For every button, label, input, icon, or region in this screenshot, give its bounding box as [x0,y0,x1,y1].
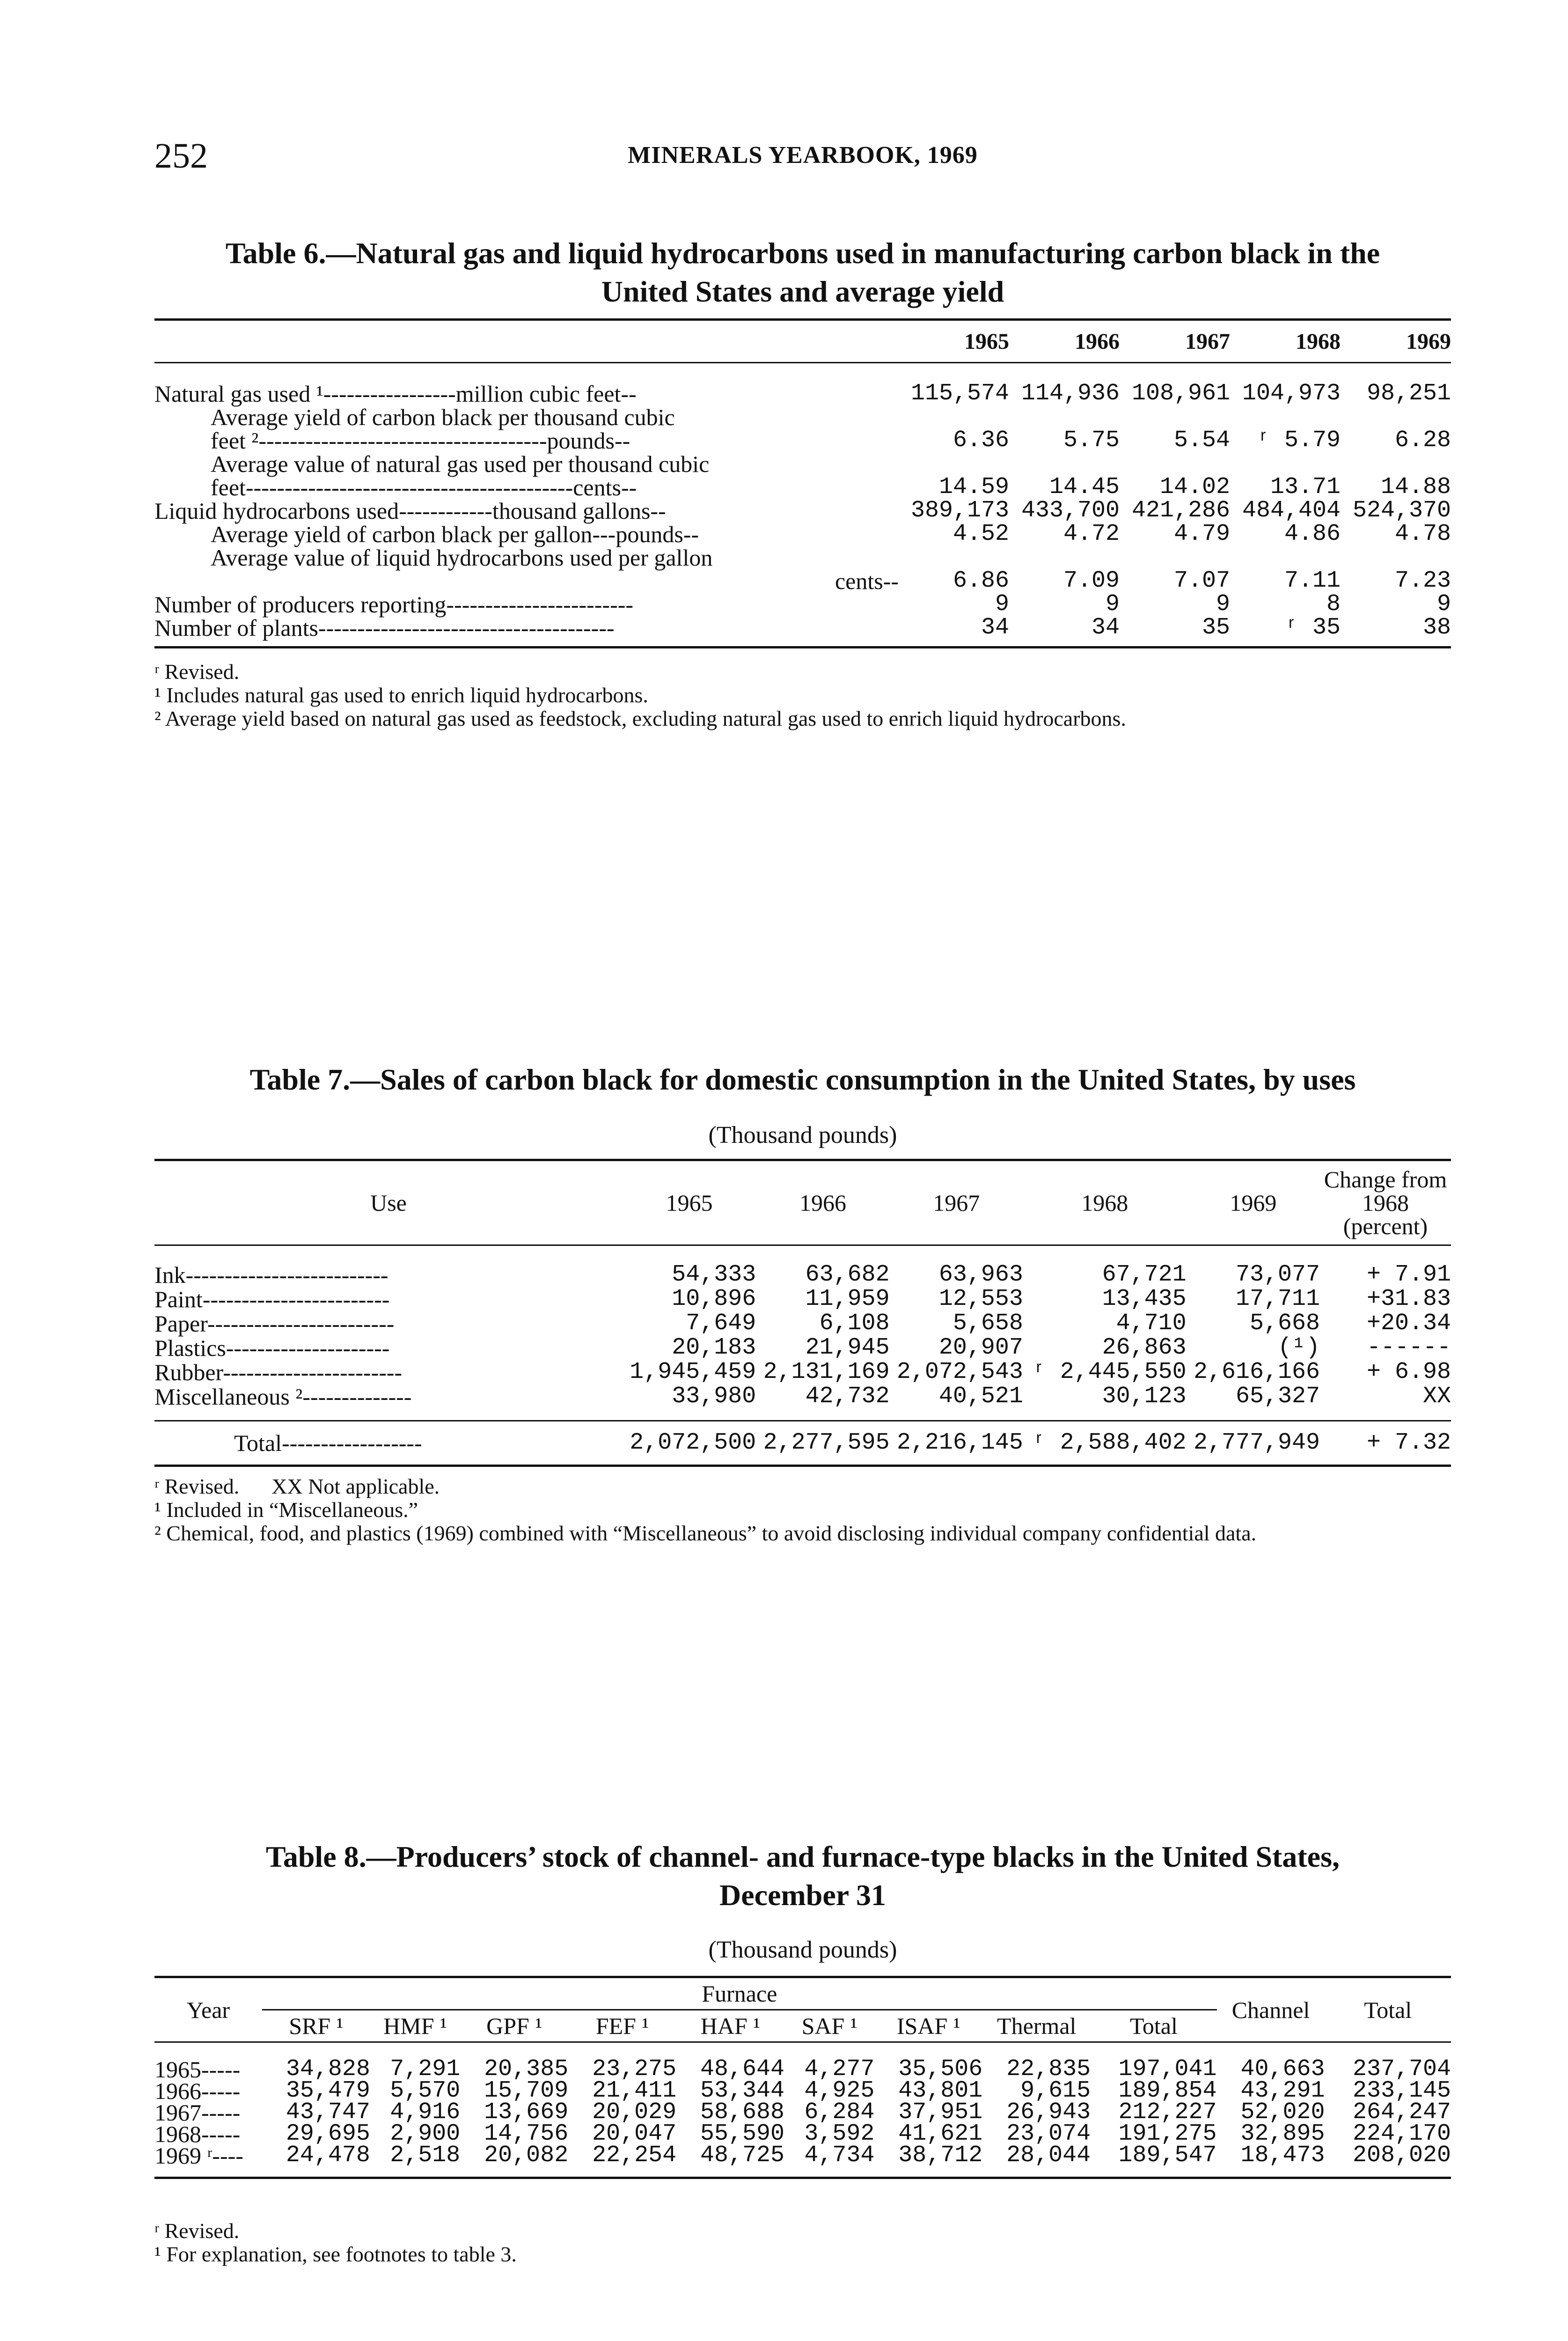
table6-header-year: 1968 [1296,329,1341,354]
table8-row [154,2042,1451,2081]
table8-cell: 2,900 [390,2120,461,2147]
table8-cell: 4,916 [390,2099,461,2126]
table7-cell: 13,435 [1102,1286,1187,1312]
table7-cell: 5,658 [953,1310,1023,1337]
table6-cell: 4.52 [953,521,1009,547]
table6-cell: 9 [1436,591,1451,618]
table8-notes [154,2219,1456,2266]
table7-row [154,1336,1451,1360]
table7-row [154,1245,1451,1288]
table7-row-label: Paint------------------------ [154,1286,390,1312]
table8-cell: 2,518 [390,2142,461,2169]
table6-header-year: 1966 [1075,329,1120,354]
table7-cell: 10,896 [672,1286,756,1312]
table6-cell: 34 [1091,614,1120,641]
table7-row [154,1360,1451,1384]
table8-cell: 37,951 [898,2099,983,2126]
table6-row-label: cents-- [835,568,899,594]
table8-cell: 7,291 [390,2056,461,2083]
table6-cell: 9 [1216,591,1230,618]
table6-cell: 9 [995,591,1009,618]
table8-cell: 23,275 [592,2056,677,2083]
table7-header-year: 1967 [933,1190,980,1216]
table8-cell: 22,254 [592,2142,677,2169]
table6-cell: 14.45 [1049,474,1120,501]
table7-cell: 42,732 [805,1383,890,1410]
table8-header-furnace-col: GPF ¹ [486,2013,542,2039]
table7-total-cell: 2,777,949 [1193,1429,1320,1456]
table8-cell: 29,695 [286,2120,370,2147]
table7-cell: 21,945 [805,1334,890,1361]
table6-cell: 421,286 [1131,497,1230,524]
table6-cell [899,546,1009,569]
table6-title: Table 6.—Natural gas and liquid hydrocarbons used in manufacturing carbon black in the United States and average yield [225,236,1380,308]
table7-cell: XX [1422,1383,1451,1410]
table7-cell: 12,553 [938,1286,1023,1312]
table8-header-furnace-col: HMF ¹ [383,2013,447,2039]
table7-cell: 2,072,543 [896,1359,1023,1385]
table6-row [154,616,1451,648]
table6-row-label: feet ²-------------------------------------pounds-- [211,427,630,454]
table8-title [154,1838,1451,1914]
table6-row [154,523,1451,546]
table6-cell: 114,936 [1021,380,1120,407]
table7-note: ʳ Revised. XX Not applicable. [154,1474,440,1498]
table6-header-row [154,320,1451,363]
table8-cell: 191,275 [1118,2120,1217,2147]
table7-cell: 20,907 [938,1334,1023,1361]
table6-header-year: 1965 [964,329,1009,354]
table6-row-label: Natural gas used ¹-----------------million cubic feet-- [154,381,637,407]
table7-cell: ʳ 2,445,550 [1032,1359,1187,1385]
table8-cell: 28,044 [1006,2142,1091,2169]
table7-row [154,1384,1451,1421]
table6-cell [1230,546,1341,569]
table7-row-label: Miscellaneous ²-------------- [154,1384,412,1410]
table7-cell: 2,131,169 [763,1359,890,1385]
table7-cell: 54,333 [672,1261,756,1288]
table6-row-label: Average yield of carbon black per thousand cubic [211,404,675,430]
table6-cell: 4.79 [1173,521,1230,547]
table6-cell [899,405,1009,429]
table7-cell: 4,710 [1116,1310,1187,1337]
table6 [154,318,1451,648]
table8-cell: 224,170 [1352,2120,1451,2147]
table7-title: Table 7.—Sales of carbon black for domestic consumption in the United States, by uses [249,1063,1356,1096]
table7-cell: 26,863 [1102,1334,1187,1361]
table7-row-label: Paper------------------------ [154,1310,395,1337]
table6-cell: 4.72 [1063,521,1120,547]
table6-row [154,363,1451,406]
table8-header-year: Year [186,1996,230,2023]
table7-cell: 2,616,166 [1193,1359,1320,1385]
table8-cell: 41,621 [898,2120,983,2147]
table8-cell: 34,828 [286,2056,370,2083]
table8-cell: 52,020 [1240,2099,1325,2126]
table6-cell: 7.11 [1284,567,1341,594]
table8-cell: 4,734 [804,2142,875,2169]
table6-cell: 6.36 [953,427,1009,454]
table8-cell: 20,029 [592,2099,677,2126]
page-header [154,136,1451,178]
table6-cell: 484,404 [1242,497,1341,524]
table8-cell: 264,247 [1352,2099,1451,2126]
table7-total-cell: 2,216,145 [896,1429,1023,1456]
table7-note: ² Chemical, food, and plastics (1969) combined with “Miscellaneous” to avoid disclosing individual company confidential data. [154,1521,1257,1545]
table8-cell: 20,082 [484,2142,569,2169]
table7-row [154,1287,1451,1311]
table6-cell: 4.78 [1394,521,1451,547]
table6-row [154,499,1451,523]
table6-cell: 7.07 [1173,567,1230,594]
table6-row-label: feet------------------------------------------cents-- [211,474,637,501]
table7-header-change: Change from 1968 (percent) [1324,1166,1447,1239]
table8-row-year: 1969 ʳ---- [154,2142,243,2169]
table6-cell: 14.88 [1380,474,1451,501]
table6-cell [1341,405,1451,429]
table8-cell: 43,747 [286,2099,370,2126]
running-title: MINERALS YEARBOOK, 1969 [628,142,978,169]
table7-cell: 67,721 [1102,1261,1187,1288]
table8-cell: 21,411 [592,2077,677,2104]
table7-cell: 1,945,459 [630,1359,756,1385]
table7-cell: 73,077 [1235,1261,1320,1288]
table8-cell: 4,277 [804,2056,875,2083]
table8-cell: 48,644 [700,2056,784,2083]
table7-cell: 5,668 [1249,1310,1320,1337]
table6-row-label: Liquid hydrocarbons used------------thousand gallons-- [154,498,666,524]
table7-note: ¹ Included in “Miscellaneous.” [154,1498,418,1522]
table6-note: ² Average yield based on natural gas used as feedstock, excluding natural gas used to enrich liquid hydrocarbons. [154,707,1126,730]
table8-cell: 26,943 [1006,2099,1091,2126]
table8-cell: 6,284 [804,2099,875,2126]
table6-cell: 38 [1422,614,1451,641]
table7-row-label: Plastics--------------------- [154,1335,390,1361]
table8-cell: 53,344 [700,2077,784,2104]
table7-cell: +20.34 [1366,1310,1451,1337]
table6-row [154,429,1451,452]
table8 [154,1976,1451,2179]
table6-cell [1009,546,1120,569]
table6-cell: 13.71 [1270,474,1341,501]
table7-cell: 40,521 [938,1383,1023,1410]
table6-header-blank [154,320,899,363]
table6-notes [154,660,1456,730]
table6-cell: 34 [981,614,1009,641]
table8-header-furnace-col: FEF ¹ [595,2013,649,2039]
table8-header-furnace-col: Total [1129,2013,1178,2039]
table7-total-cell: ʳ 2,588,402 [1032,1429,1187,1456]
table8-cell: 212,227 [1118,2099,1217,2126]
table8-cell: 4,925 [804,2077,875,2104]
table6-cell: 104,973 [1242,380,1341,407]
table8-cell: 189,854 [1118,2077,1217,2104]
table7-cell: 63,963 [938,1261,1023,1288]
table6-cell [1230,452,1341,476]
table6-row-label: Average value of natural gas used per thousand cubic [211,451,710,477]
table8-header-furnace: Furnace [262,1977,1217,2010]
table8-cell: 32,895 [1240,2120,1325,2147]
table8-cell: 58,688 [700,2099,784,2126]
table8-row-year: 1965----- [154,2056,241,2083]
table8-note: ¹ For explanation, see footnotes to table 3. [154,2242,517,2266]
table6-note: ʳ Revised. [154,660,240,684]
table8-header-furnace-col: ISAF ¹ [896,2013,960,2039]
table7-cell: 11,959 [805,1286,890,1312]
table6-row-label: Average yield of carbon black per gallon---pounds-- [211,521,699,547]
table6-row [154,452,1451,476]
table6-note: ¹ Includes natural gas used to enrich liquid hydrocarbons. [154,683,648,707]
table8-header-furnace-col: HAF ¹ [700,2013,761,2039]
table8-row-year: 1966----- [154,2078,241,2104]
table6-cell: 524,370 [1352,497,1451,524]
table8-cell: 48,725 [700,2142,784,2169]
table7-row-label: Rubber----------------------- [154,1359,403,1385]
table6-cell [1120,546,1230,569]
table8-cell: 13,669 [484,2099,569,2126]
table6-cell [1120,452,1230,476]
page-number: 252 [154,136,208,176]
table7-header-year: 1969 [1230,1190,1277,1216]
table7-cell: 33,980 [672,1383,756,1410]
table7-total-cell: 2,072,500 [630,1429,756,1456]
table6-cell: 7.09 [1063,567,1120,594]
table6-cell: 6.86 [953,567,1009,594]
table6-cell [1120,405,1230,429]
table6-cell [1341,452,1451,476]
table7-header-row [154,1160,1451,1245]
table8-cell: 20,047 [592,2120,677,2147]
table7-header-year: 1966 [799,1190,846,1216]
table7-notes [154,1475,1456,1545]
table6-cell: 14.02 [1159,474,1230,501]
table7-cell: 6,108 [819,1310,890,1337]
table8-title-line: Table 8.—Producers’ stock of channel- and furnace-type blacks in the United States, [266,1840,1340,1873]
table6-cell [1230,405,1341,429]
table8-unit: (Thousand pounds) [708,1936,897,1963]
table7-cell: 65,327 [1235,1383,1320,1410]
table7-cell: + 7.91 [1366,1261,1451,1288]
table6-cell: 9 [1105,591,1120,618]
table8-cell: 43,801 [898,2077,983,2104]
table6-cell [1341,546,1451,569]
table6-cell [1009,405,1120,429]
table6-cell: 108,961 [1131,380,1230,407]
table8-cell: 18,473 [1240,2142,1325,2169]
table8-header-furnace-col: SAF ¹ [801,2013,857,2039]
table8-header-channel: Channel [1231,1996,1310,2023]
table8-header-furnace-col: Thermal [997,2013,1077,2039]
table8-cell: 3,592 [804,2120,875,2147]
table8-note: ʳ Revised. [154,2219,240,2243]
table8-header-furnace-col: SRF ¹ [289,2013,344,2039]
table7-total-cell: 2,277,595 [763,1429,890,1456]
table8-cell: 9,615 [1020,2077,1091,2104]
table8-title-line: December 31 [719,1878,886,1912]
table7-cell: 7,649 [686,1310,756,1337]
table6-row-label: Average value of liquid hydrocarbons used per gallon [211,545,713,571]
table8-cell: 55,590 [700,2120,784,2147]
table8-cell: 38,712 [898,2142,983,2169]
table6-cell: 14.59 [938,474,1009,501]
table7-cell: ------ [1366,1334,1451,1361]
table6-cell: 7.23 [1394,567,1451,594]
table6-cell [899,452,1009,476]
table6-cell: 4.86 [1284,521,1341,547]
table8-cell: 23,074 [1006,2120,1091,2147]
table7-header-use: Use [370,1190,407,1216]
table6-cell: 6.28 [1394,427,1451,454]
table7-header-year: 1965 [666,1190,713,1216]
table8-cell: 22,835 [1006,2056,1091,2083]
table7-cell: 20,183 [672,1334,756,1361]
table8-cell: 20,385 [484,2056,569,2083]
table8-row [154,2145,1451,2178]
table6-row [154,593,1451,616]
table8-cell: 233,145 [1352,2077,1451,2104]
table6-header-year: 1969 [1406,329,1451,354]
table8-cell: 197,041 [1118,2056,1217,2083]
table8-cell: 208,020 [1352,2142,1451,2169]
table7-cell: (¹) [1277,1334,1320,1361]
table7-cell: 17,711 [1235,1286,1320,1312]
table6-row [154,476,1451,499]
table7-unit: (Thousand pounds) [708,1122,897,1148]
table6-row [154,569,1451,593]
table8-header-row [154,1977,1451,2010]
table6-cell: 5.75 [1063,427,1120,454]
table8-cell: 14,756 [484,2120,569,2147]
table6-row [154,405,1451,429]
table8-cell: 5,570 [390,2077,461,2104]
table8-row-year: 1968----- [154,2121,241,2147]
table6-cell: ʳ 5.79 [1256,427,1341,454]
table7-row [154,1311,1451,1336]
table6-row [154,546,1451,569]
table7-cell: 63,682 [805,1261,890,1288]
table7-row-label: Ink-------------------------- [154,1262,388,1288]
table6-cell [1009,452,1120,476]
table6-row-label: Number of producers reporting------------------------ [154,591,634,618]
table7-cell: 30,123 [1102,1383,1187,1410]
table8-cell: 24,478 [286,2142,370,2169]
table7-cell: +31.83 [1366,1286,1451,1312]
table7-total-label: Total------------------ [234,1430,422,1456]
table8-header-total: Total [1364,1996,1412,2023]
table8-cell: 189,547 [1118,2142,1217,2169]
table8-cell: 40,663 [1240,2056,1325,2083]
table8-cell: 35,479 [286,2077,370,2104]
table8-cell: 15,709 [484,2077,569,2104]
table7-header-year: 1968 [1081,1190,1128,1216]
table6-cell: 8 [1326,591,1341,618]
table8-row-year: 1967----- [154,2099,241,2126]
table7-total-row [154,1421,1451,1466]
table6-cell: 98,251 [1366,380,1451,407]
table6-cell: 115,574 [910,380,1009,407]
table6-cell: 389,173 [910,497,1009,524]
table6-cell: ʳ 35 [1284,614,1341,641]
table6-row-label: Number of plants-------------------------------------- [154,615,615,641]
table7 [154,1159,1451,1467]
table7-total-cell: + 7.32 [1366,1429,1451,1456]
table6-cell: 35 [1202,614,1230,641]
table6-cell: 433,700 [1021,497,1120,524]
table7-cell: + 6.98 [1366,1359,1451,1385]
table8-cell: 43,291 [1240,2077,1325,2104]
table6-header-year: 1967 [1185,329,1230,354]
table6-cell: 5.54 [1173,427,1230,454]
table8-cell: 35,506 [898,2056,983,2083]
table8-cell: 237,704 [1352,2056,1451,2083]
